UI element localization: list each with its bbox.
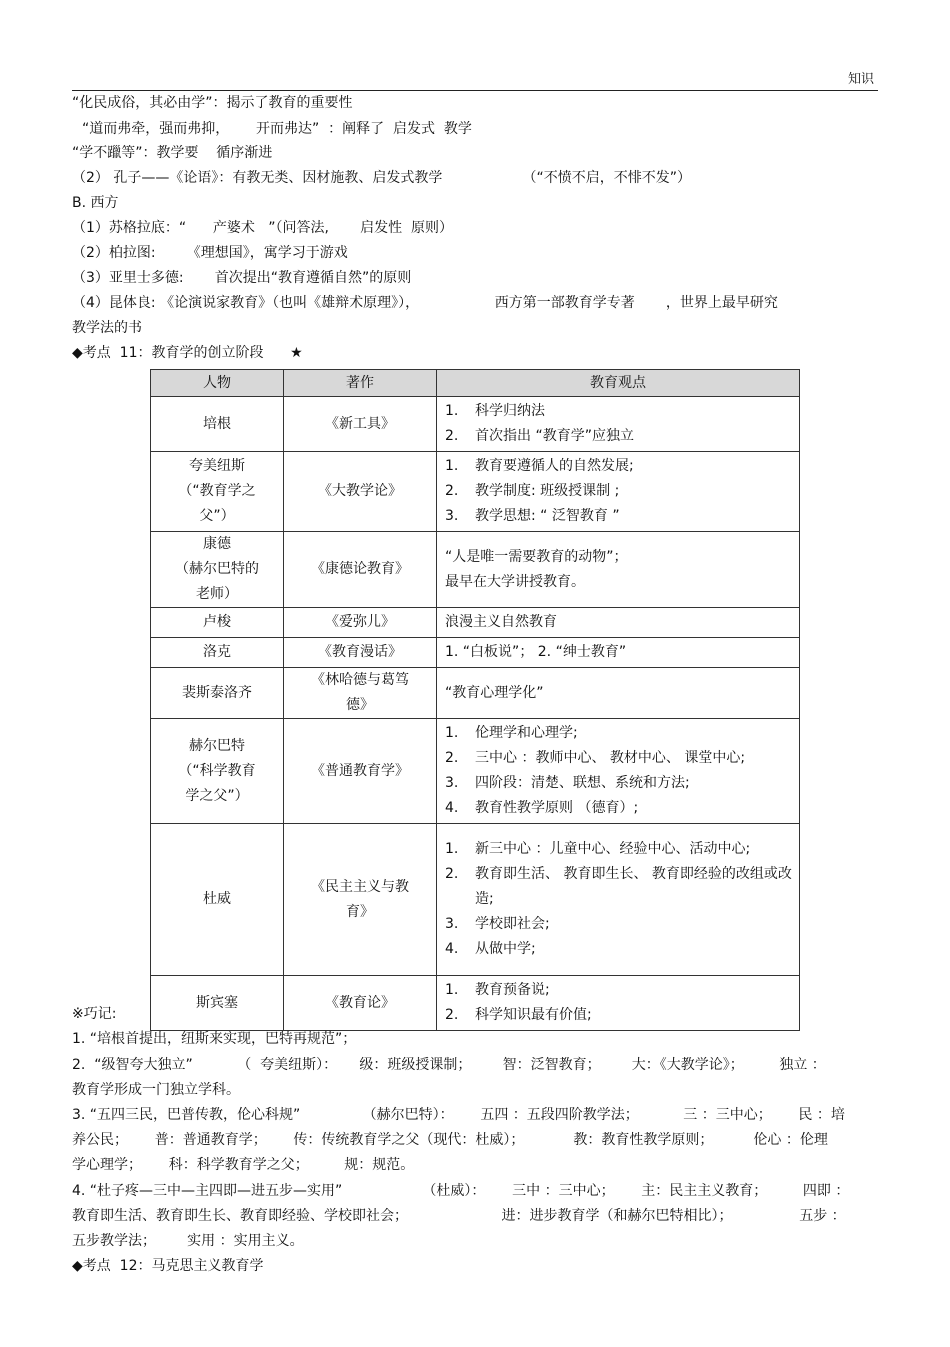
item-number: 1. xyxy=(445,982,459,998)
viewpoint-cell xyxy=(437,719,800,824)
item-text: 浪漫主义自然教育 xyxy=(445,614,557,630)
text-line: 2. “级智夸大独立” （ 夸美纽斯）： 级：班级授课制； 智：泛智教育； 大：《大教学论》； 独立 ： xyxy=(72,1057,826,1073)
person-name-line: 洛克 xyxy=(203,644,231,660)
column-header: 人物 xyxy=(151,370,284,397)
work-cell xyxy=(284,608,437,638)
work-cell xyxy=(284,719,437,824)
table-row xyxy=(151,452,800,532)
item-text: 学校即社会; xyxy=(475,916,550,932)
section-heading: ◆考点 11：教育学的创立阶段 ★ xyxy=(72,345,303,361)
table-row xyxy=(151,668,800,719)
item-text: 从做中学; xyxy=(475,941,536,957)
text-line: 五步教学法； 实用 ：实用主义。 xyxy=(72,1233,304,1249)
person-cell xyxy=(151,719,284,824)
text-line: 养公民； 普：普通教育学； 传：传统教育学之父（现代：杜威）； 教：教育性教学原则； 伦心 ：伦理 xyxy=(72,1132,828,1148)
work-cell xyxy=(284,532,437,608)
text-line: 4. “杜子疼—三中—主四即—进五步—实用” （杜威）： 三中 ：三中心； 主：民主主义教育； 四即 ： xyxy=(72,1183,850,1199)
viewpoint-item xyxy=(445,640,793,665)
text-line: （1）苏格拉底：“ 产婆术 ”（问答法, 启发性 原则） xyxy=(72,220,453,236)
viewpoint-item xyxy=(445,1003,793,1028)
page-header xyxy=(72,66,878,91)
item-text: 新三中心 ：儿童中心、经验中心、活动中心; xyxy=(475,841,751,857)
item-text: 1. “白板说”； 2. “绅士教育” xyxy=(445,644,627,660)
text-line: （2） 孔子——《论语》：有教无类、因材施教、启发式教学 （“不愤不启，不悱不发”） xyxy=(72,170,691,186)
viewpoint-item xyxy=(445,771,793,796)
item-text: “教育心理学化” xyxy=(445,684,544,701)
table-row xyxy=(151,719,800,824)
viewpoint-item xyxy=(445,937,793,962)
person-cell xyxy=(151,397,284,452)
viewpoint-item xyxy=(445,504,793,529)
item-number: 2. xyxy=(445,750,459,766)
viewpoint-cell xyxy=(437,452,800,532)
item-number: 1. xyxy=(445,841,459,857)
person-name-line: 学之父”） xyxy=(185,787,249,804)
viewpoint-item xyxy=(445,399,793,424)
person-name-line: 父”） xyxy=(199,508,235,524)
item-number: 1. xyxy=(445,725,459,741)
person-name-line: 赫尔巴特 xyxy=(189,737,245,754)
item-number: 2. xyxy=(445,483,459,499)
text-line: “道而弗牵，强而弗抑， 开而弗达” ：阐释了 启发式 教学 xyxy=(82,121,472,137)
work-cell xyxy=(284,638,437,668)
table-row xyxy=(151,532,800,608)
person-cell xyxy=(151,452,284,532)
text-line: 1. “培根首提出，纽斯来实现，巴特再规范”； xyxy=(72,1031,357,1047)
person-cell xyxy=(151,824,284,976)
item-number: 3. xyxy=(445,508,459,524)
work-title-line: 育》 xyxy=(346,903,374,920)
table-row xyxy=(151,976,800,1031)
person-cell xyxy=(151,976,284,1031)
viewpoint-item xyxy=(445,570,793,595)
person-name-line: 裴斯泰洛齐 xyxy=(182,684,252,701)
viewpoint-cell xyxy=(437,976,800,1031)
work-cell xyxy=(284,668,437,719)
item-number: 1. xyxy=(445,403,459,419)
item-text: 科学知识最有价值; xyxy=(475,1007,592,1023)
item-number: 2. xyxy=(445,1007,459,1023)
work-title-line: 《新工具》 xyxy=(325,415,395,432)
work-title-line: 《康德论教育》 xyxy=(311,561,409,577)
person-name-line: 培根 xyxy=(203,415,231,432)
text-line: 教学法的书 xyxy=(72,320,142,336)
viewpoint-item xyxy=(445,545,793,570)
viewpoint-item xyxy=(445,746,793,771)
table-row xyxy=(151,638,800,668)
item-number: 2. xyxy=(445,866,459,882)
item-text: 科学归纳法 xyxy=(475,403,545,419)
work-cell xyxy=(284,976,437,1031)
work-title-line: 《爱弥儿》 xyxy=(325,614,395,630)
work-title-line: 《普通教育学》 xyxy=(311,762,409,779)
person-name-line: 卢梭 xyxy=(203,614,231,630)
item-number: 3. xyxy=(445,775,459,791)
viewpoint-cell xyxy=(437,608,800,638)
educators-table xyxy=(150,369,800,1031)
work-cell xyxy=(284,824,437,976)
item-text: 教学制度: 班级授课制 ; xyxy=(475,483,620,499)
person-cell xyxy=(151,608,284,638)
viewpoint-cell xyxy=(437,397,800,452)
work-cell xyxy=(284,397,437,452)
text-line: ※巧记: xyxy=(72,1006,117,1022)
viewpoint-cell xyxy=(437,532,800,608)
person-name-line: 夸美纽斯 xyxy=(189,458,245,474)
text-line: 教育即生活、教育即生长、教育即经验、学校即社会； 进：进步教育学（和赫尔巴特相比）； 五步 ： xyxy=(72,1208,846,1224)
item-text: 教育即生活、 教育即生长、 教育即经验的改组或改造; xyxy=(475,866,792,907)
viewpoint-item xyxy=(445,479,793,504)
item-number: 4. xyxy=(445,800,459,816)
text-line: （3）亚里士多德: 首次提出“教育遵循自然”的原则 xyxy=(72,270,412,286)
text-line: B. 西方 xyxy=(72,195,119,211)
work-title-line: 德》 xyxy=(346,697,374,713)
table-row xyxy=(151,397,800,452)
work-title-line: 《大教学论》 xyxy=(318,483,402,499)
viewpoint-item xyxy=(445,837,793,862)
person-name-line: 斯宾塞 xyxy=(196,994,238,1011)
viewpoint-item xyxy=(445,862,793,912)
person-name-line: （赫尔巴特的 xyxy=(175,561,259,577)
viewpoint-cell xyxy=(437,824,800,976)
person-cell xyxy=(151,668,284,719)
person-cell xyxy=(151,638,284,668)
text-line: 学心理学； 科：科学教育学之父； 规：规范。 xyxy=(72,1157,415,1173)
viewpoint-item xyxy=(445,454,793,479)
viewpoint-cell xyxy=(437,668,800,719)
column-header: 著作 xyxy=(284,370,437,397)
item-text: 伦理学和心理学; xyxy=(475,725,578,741)
person-name-line: 老师） xyxy=(196,586,238,602)
viewpoint-item xyxy=(445,796,793,821)
item-text: “人是唯一需要教育的动物”； xyxy=(445,548,628,565)
text-line: “学不躐等”：教学要 循序渐进 xyxy=(72,145,273,161)
item-number: 1. xyxy=(445,458,459,474)
column-header: 教育观点 xyxy=(437,370,800,397)
viewpoint-item xyxy=(445,721,793,746)
item-text: 教学思想: “ 泛智教育 ” xyxy=(475,508,620,524)
work-title-line: 《林哈德与葛笃 xyxy=(311,672,409,688)
viewpoint-item xyxy=(445,610,793,635)
person-name-line: （“教育学之 xyxy=(178,483,256,499)
table-row xyxy=(151,608,800,638)
work-title-line: 《教育漫话》 xyxy=(318,644,402,660)
text-line: “化民成俗，其必由学”：揭示了教育的重要性 xyxy=(72,95,353,111)
item-text: 首次指出 “教育学”应独立 xyxy=(475,428,634,444)
text-line: （2）柏拉图: 《理想国》，寓学习于游戏 xyxy=(72,245,348,261)
text-line: （4）昆体良: 《论演说家教育》（也叫《雄辩术原理》）， 西方第一部教育学专著 ，世界上最早研究 xyxy=(72,295,778,311)
item-number: 2. xyxy=(445,428,459,444)
viewpoint-cell xyxy=(437,638,800,668)
person-name-line: 杜威 xyxy=(203,891,231,907)
item-text: 教育要遵循人的自然发展; xyxy=(475,458,634,474)
viewpoint-item xyxy=(445,681,793,706)
work-title-line: 《民主主义与教 xyxy=(311,878,409,895)
item-text: 教育预备说; xyxy=(475,982,550,998)
item-number: 4. xyxy=(445,941,459,957)
text-line: 教育学形成一门独立学科。 xyxy=(72,1082,240,1098)
item-text: 最早在大学讲授教育。 xyxy=(445,573,585,590)
viewpoint-item xyxy=(445,978,793,1003)
person-cell xyxy=(151,532,284,608)
item-text: 四阶段：清楚、联想、系统和方法; xyxy=(475,775,690,791)
person-name-line: （“科学教育 xyxy=(178,762,256,779)
viewpoint-item xyxy=(445,912,793,937)
table-row xyxy=(151,824,800,976)
item-number: 3. xyxy=(445,916,459,932)
viewpoint-item xyxy=(445,424,793,449)
work-cell xyxy=(284,452,437,532)
work-title-line: 《教育论》 xyxy=(325,994,395,1011)
item-text: 教育性教学原则 （德育）; xyxy=(475,800,639,816)
section-heading: ◆考点 12：马克思主义教育学 xyxy=(72,1258,264,1274)
text-line: 3. “五四三民，巴普传教，伦心科规” （赫尔巴特）： 五四 ：五段四阶教学法； 三 ：三中心； 民 ：培 xyxy=(72,1107,845,1123)
person-name-line: 康德 xyxy=(203,536,231,552)
item-text: 三中心 ：教师中心、 教材中心、 课堂中心; xyxy=(475,750,746,766)
table-header-row xyxy=(151,370,800,397)
header-label: 知识 xyxy=(847,72,874,87)
